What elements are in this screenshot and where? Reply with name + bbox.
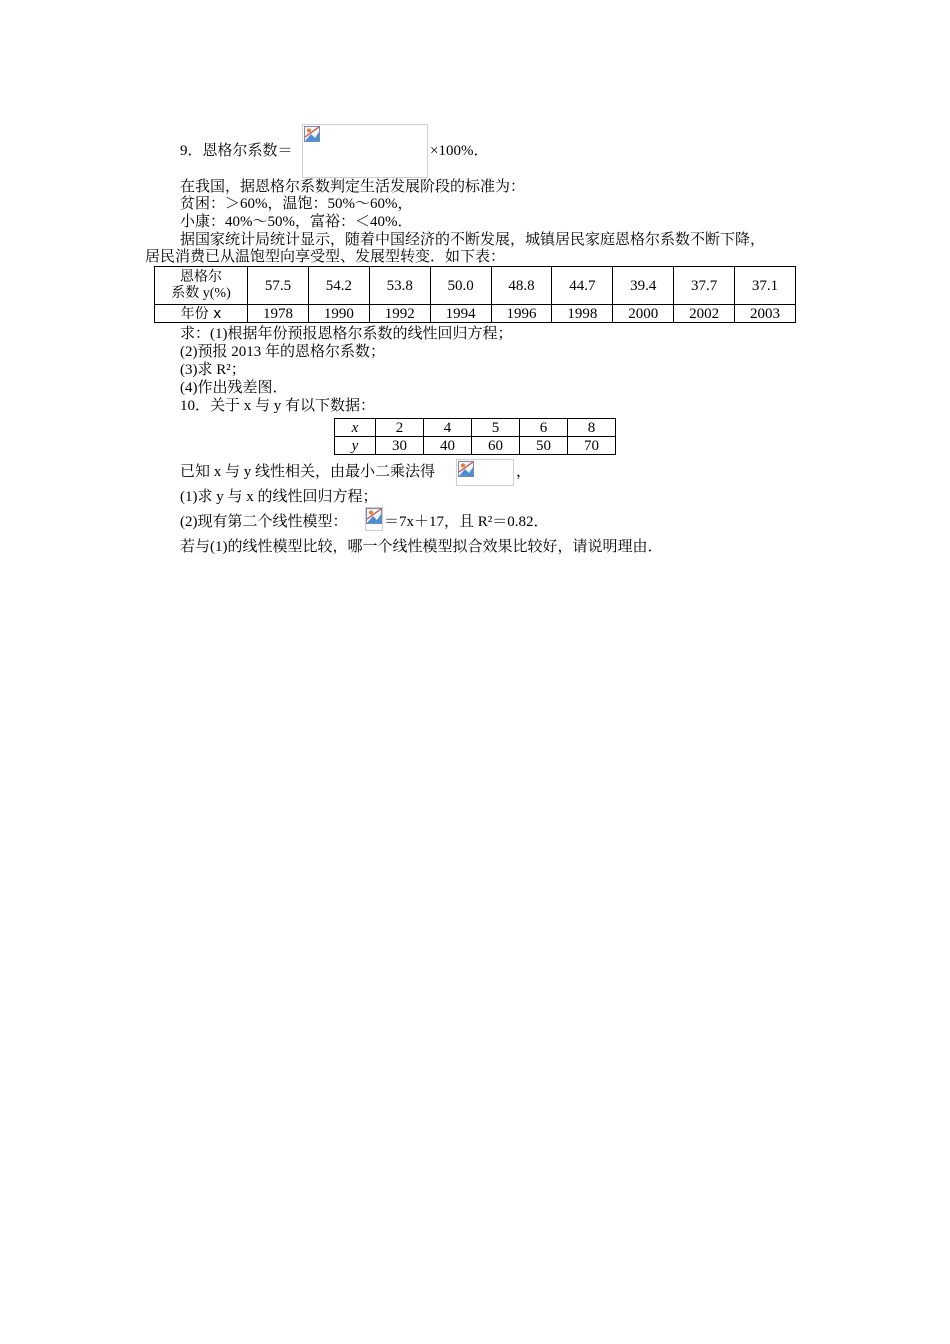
table-row bbox=[155, 267, 796, 305]
table-cell: 39.4 bbox=[613, 267, 674, 305]
table-cell: 44.7 bbox=[552, 267, 613, 305]
table-cell: 54.2 bbox=[308, 267, 369, 305]
q9-formula-suffix: ×100%． bbox=[430, 143, 489, 159]
table-cell: 53.8 bbox=[369, 267, 430, 305]
table-cell: 2 bbox=[376, 419, 424, 437]
table-cell: 1996 bbox=[491, 305, 552, 323]
table-cell: 1990 bbox=[308, 305, 369, 323]
q9-ask-4: (4)作出残差图． bbox=[180, 380, 288, 396]
table-row bbox=[335, 419, 616, 437]
table-cell: 2003 bbox=[735, 305, 796, 323]
y-header bbox=[335, 437, 376, 455]
table-cell: 70 bbox=[568, 437, 616, 455]
q9-intro: 在我国，据恩格尔系数判定生活发展阶段的标准为： bbox=[180, 179, 526, 195]
engel-table bbox=[154, 266, 796, 323]
q9-ask-1: 求：(1)根据年份预报恩格尔系数的线性回归方程； bbox=[180, 326, 513, 342]
table-cell: 30 bbox=[376, 437, 424, 455]
q10-ask-2-suffix: ＝7x＋17，且 R²＝0.82． bbox=[384, 514, 549, 530]
table-cell: 48.8 bbox=[491, 267, 552, 305]
q9-standard-2: 小康：40%～50%，富裕：＜40%． bbox=[180, 214, 413, 230]
table-row bbox=[155, 305, 796, 323]
table-cell: 40 bbox=[424, 437, 472, 455]
table-cell: 50 bbox=[520, 437, 568, 455]
q9-ask-3: (3)求 R²； bbox=[180, 362, 246, 378]
table-cell: 6 bbox=[520, 419, 568, 437]
table-cell: 2000 bbox=[613, 305, 674, 323]
broken-image-icon bbox=[458, 461, 474, 477]
header-line-2-text: 系数 y(%) bbox=[171, 286, 231, 301]
q10-ask-3: 若与(1)的线性模型比较，哪一个线性模型拟合效果比较好，请说明理由． bbox=[180, 539, 663, 555]
q9-label: 9．恩格尔系数＝ bbox=[180, 143, 293, 159]
table-cell: 37.1 bbox=[735, 267, 796, 305]
q9-paragraph-2: 居民消费已从温饱型向享受型、发展型转变．如下表： bbox=[145, 249, 506, 265]
q10-model-image bbox=[365, 507, 383, 531]
broken-image-icon bbox=[366, 508, 382, 524]
table-cell: 37.7 bbox=[674, 267, 735, 305]
broken-image-icon bbox=[304, 126, 320, 142]
q10-equation-image bbox=[456, 459, 514, 486]
year-row-header: 年份 x bbox=[155, 305, 248, 323]
table-cell: 60 bbox=[472, 437, 520, 455]
table-cell: 1994 bbox=[430, 305, 491, 323]
table-cell: 2002 bbox=[674, 305, 735, 323]
table-cell: 57.5 bbox=[248, 267, 309, 305]
q10-known-text: 已知 x 与 y 线性相关，由最小二乘法得 bbox=[180, 464, 436, 480]
table-cell: 1992 bbox=[369, 305, 430, 323]
table-cell: 1998 bbox=[552, 305, 613, 323]
table-cell: 5 bbox=[472, 419, 520, 437]
q9-formula-line bbox=[180, 143, 293, 160]
q9-formula-image bbox=[302, 124, 428, 178]
table-cell: 8 bbox=[568, 419, 616, 437]
x-header-text: x bbox=[351, 419, 359, 436]
q10-known-line bbox=[180, 464, 435, 481]
q10-ask-2-prefix: (2)现有第二个线性模型： bbox=[180, 514, 348, 530]
q10-ask-1: (1)求 y 与 x 的线性回归方程； bbox=[180, 489, 378, 505]
q9-ask-2: (2)预报 2013 年的恩格尔系数； bbox=[180, 344, 385, 360]
header-line-2 bbox=[155, 285, 247, 302]
table-cell: 1978 bbox=[248, 305, 309, 323]
table-row bbox=[335, 437, 616, 455]
q9-standard-1: 贫困：＞60%，温饱：50%～60%， bbox=[180, 196, 413, 212]
header-line-1: 恩格尔 bbox=[180, 269, 222, 285]
q9-paragraph-1: 据国家统计局统计显示，随着中国经济的不断发展，城镇居民家庭恩格尔系数不断下降， bbox=[180, 232, 766, 248]
xy-table bbox=[334, 418, 616, 455]
engel-row-header bbox=[155, 267, 248, 305]
table-cell: 4 bbox=[424, 419, 472, 437]
q10-label: 10．关于 x 与 y 有以下数据： bbox=[180, 398, 376, 414]
table-cell: 50.0 bbox=[430, 267, 491, 305]
x-header bbox=[335, 419, 376, 437]
y-header-text: y bbox=[351, 437, 359, 454]
q10-known-tail: ， bbox=[516, 464, 532, 480]
